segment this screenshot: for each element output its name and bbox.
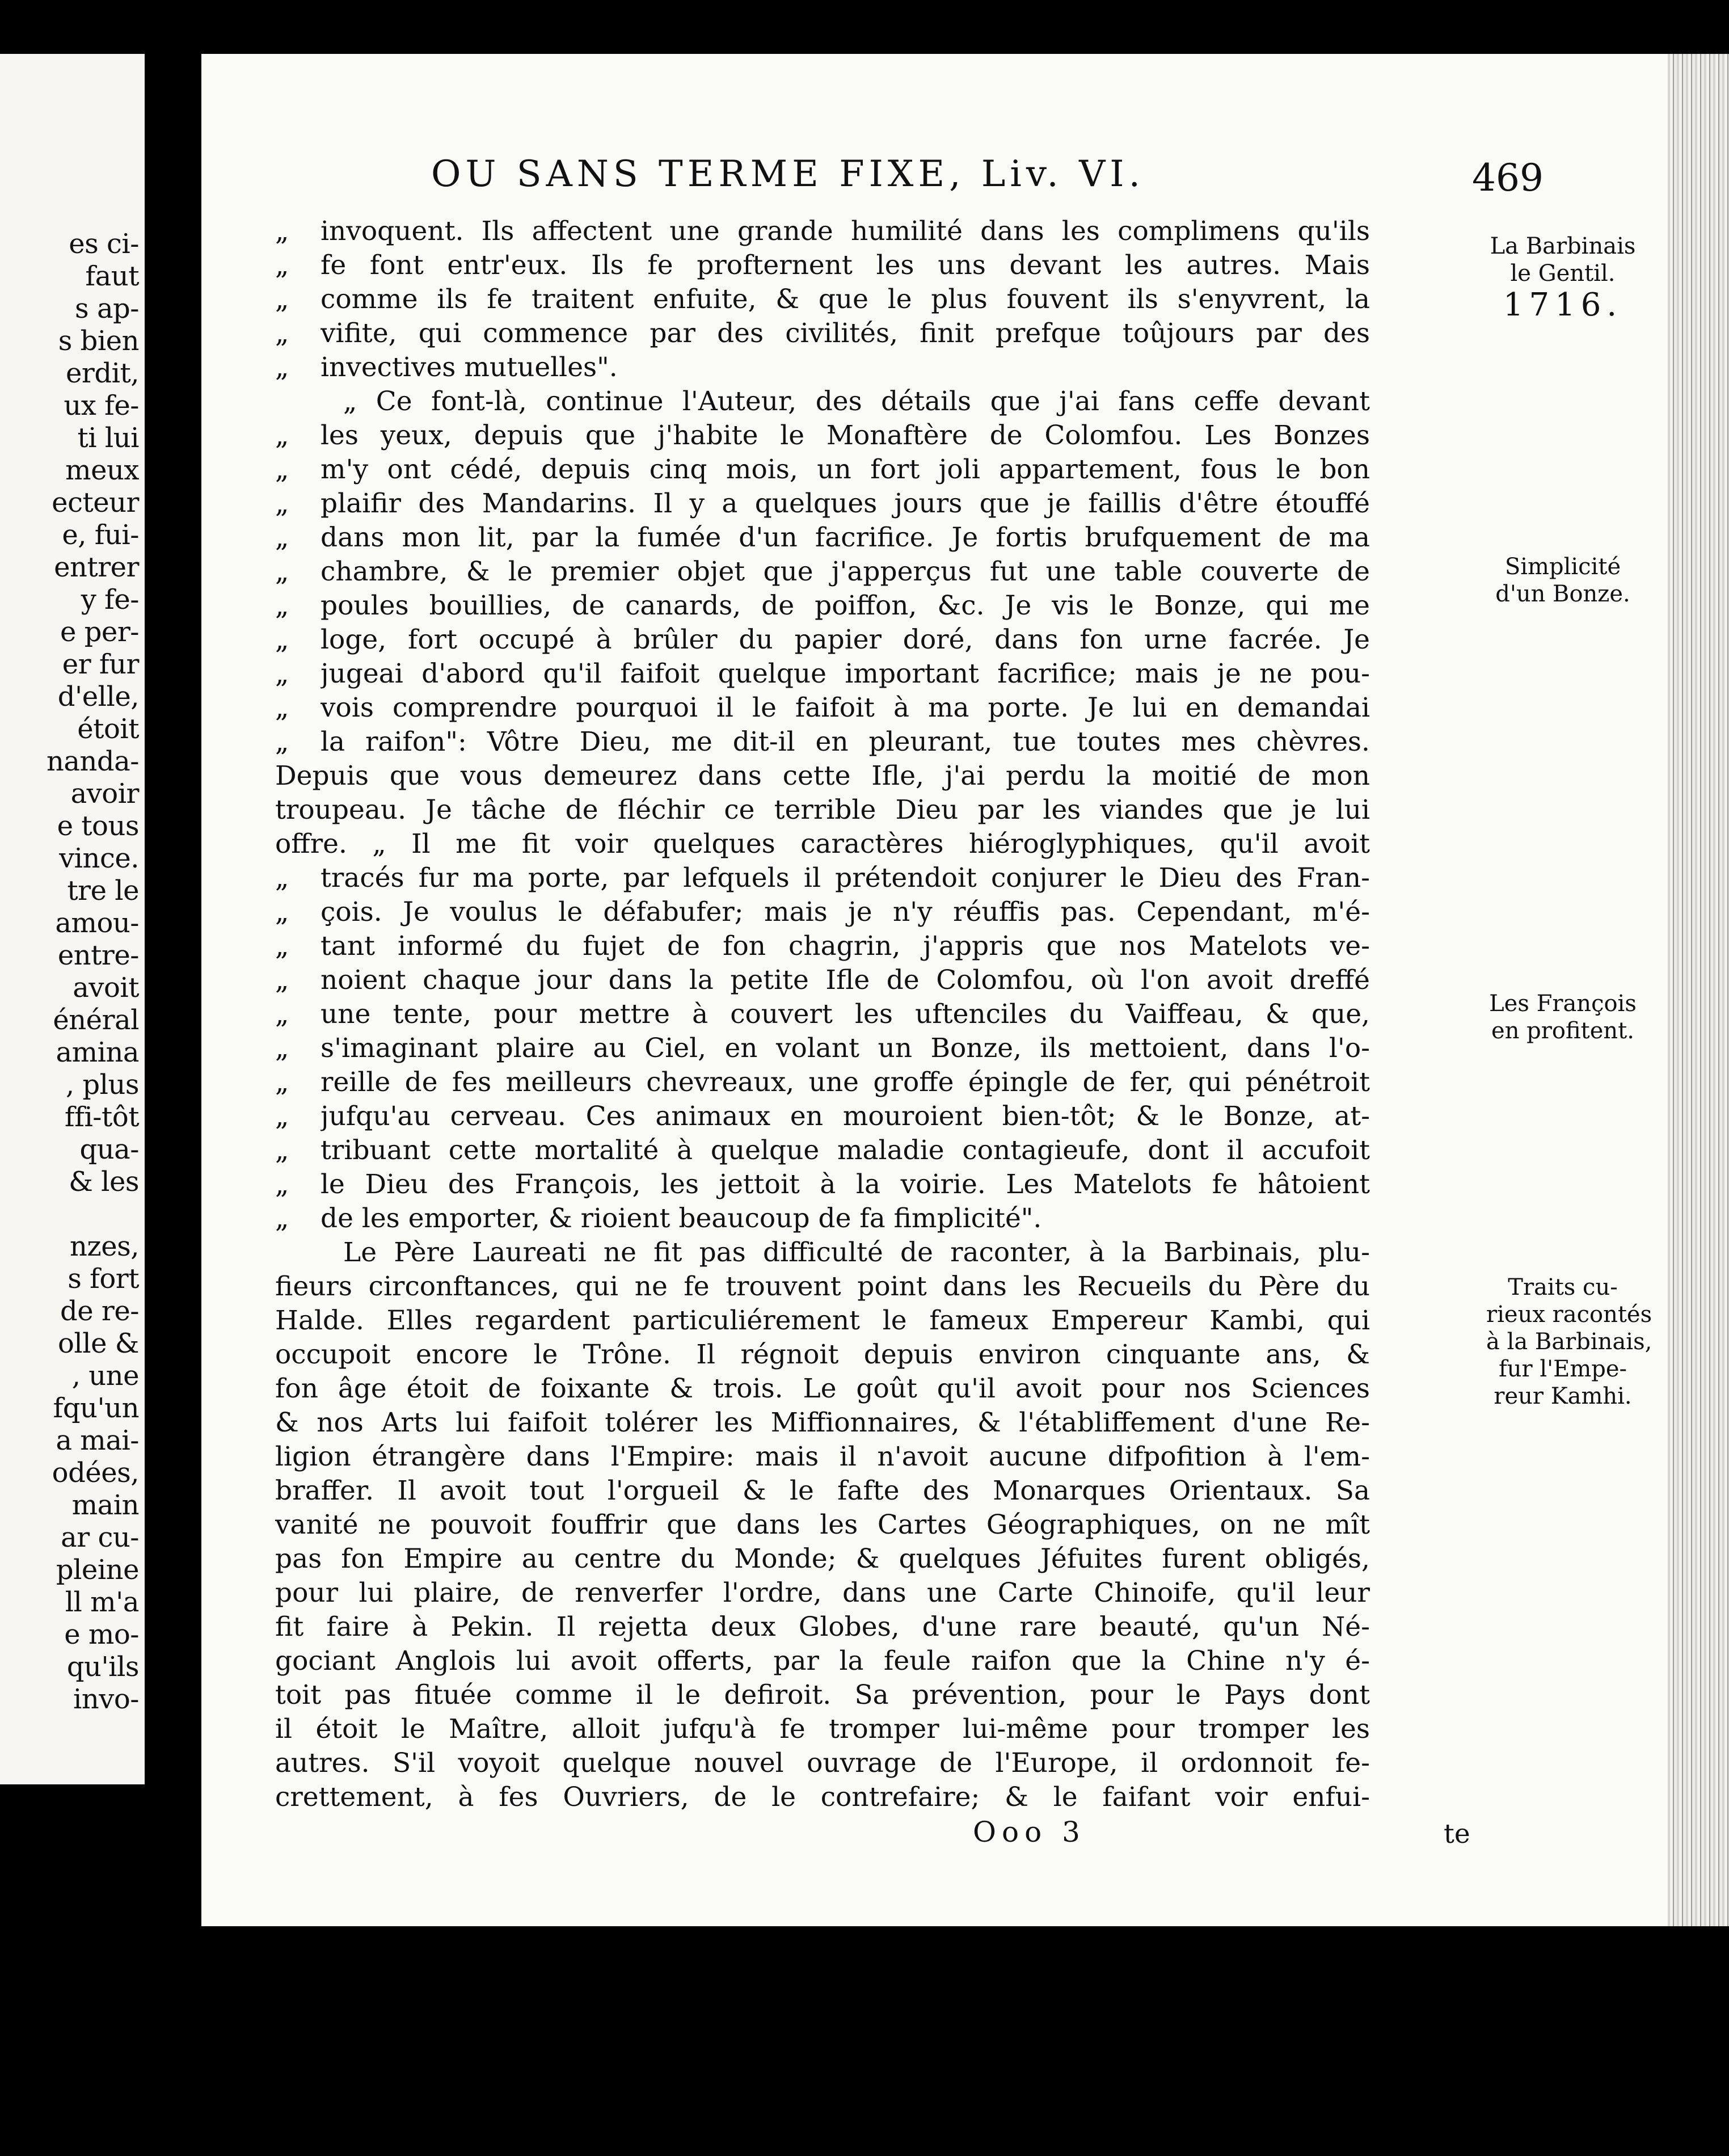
line-text: il étoit le Maître, alloit jufqu'à fe tromper lui-même pour tromper les — [275, 1713, 1370, 1745]
quote-mark: „ — [275, 556, 289, 587]
line-text: loge, fort occupé à brûler du papier doré, dans fon urne facrée. Je — [321, 624, 1370, 655]
text-line — [275, 1474, 1370, 1508]
text-line — [275, 555, 1370, 589]
line-text: noient chaque jour dans la petite Ifle de Colomfou, où l'on avoit dreffé — [321, 965, 1370, 996]
line-text: jufqu'au cerveau. Ces animaux en mouroient bien-tôt; & le Bonze, at- — [321, 1101, 1370, 1132]
text-line — [275, 759, 1370, 793]
text-line — [275, 1372, 1370, 1406]
quote-mark: „ — [275, 454, 289, 485]
text-line — [275, 317, 1370, 351]
sidenote-line: rieux racontés — [1486, 1302, 1652, 1328]
line-text: une tente, pour mettre à couvert les uftenciles du Vaiffeau, & que, — [321, 999, 1370, 1030]
facing-page-line: ux fe- — [64, 390, 139, 422]
facing-page-line: nanda- — [46, 746, 139, 777]
sidenote-author-line2: le Gentil. — [1510, 260, 1616, 287]
text-line — [275, 1508, 1370, 1542]
line-text: dans mon lit, par la fumée d'un facrifice. Je fortis brufquement de ma — [321, 522, 1370, 553]
line-text: çois. Je voulus le défabufer; mais je n'y réuffis pas. Cependant, m'é- — [321, 896, 1370, 928]
text-line — [275, 249, 1370, 283]
text-line — [275, 861, 1370, 895]
line-text: vanité ne pouvoit fouffrir que dans les Cartes Géographiques, on ne mît — [275, 1509, 1370, 1540]
line-text: fon âge étoit de foixante & trois. Le goût qu'il avoit pour nos Sciences — [275, 1373, 1370, 1404]
facing-page-line: faut — [85, 260, 139, 292]
facing-page-line: nzes, — [70, 1231, 139, 1262]
facing-page-line: , une — [71, 1360, 139, 1392]
book-page — [201, 54, 1668, 1926]
line-text: Le Père Laureati ne fit pas difficulté de raconter, à la Barbinais, plu- — [343, 1237, 1370, 1268]
text-line — [275, 1236, 1370, 1270]
sidenote-line: en profitent. — [1491, 1018, 1634, 1044]
text-line — [275, 725, 1370, 759]
text-line — [275, 1610, 1370, 1644]
text-line — [275, 385, 1370, 419]
text-line — [275, 691, 1370, 725]
text-line — [275, 793, 1370, 827]
facing-page-line: e, fui- — [62, 519, 139, 551]
line-text: pour lui plaire, de renverfer l'ordre, dans une Carte Chinoife, qu'il leur — [275, 1577, 1370, 1608]
facing-page-line: pleine — [56, 1554, 139, 1586]
line-text: offre. „ Il me fit voir quelques caractères hiéroglyphiques, qu'il avoit — [275, 828, 1370, 860]
text-line — [275, 1678, 1370, 1712]
sidenote-line: reur Kamhi. — [1494, 1383, 1632, 1409]
quote-mark: „ — [275, 999, 289, 1030]
facing-page-line: ffi-tôt — [64, 1101, 139, 1133]
line-text: jugeai d'abord qu'il faifoit quelque important facrifice; mais je ne pou- — [321, 658, 1370, 689]
line-text: la raifon": Vôtre Dieu, me dit-il en pleurant, tue toutes mes chèvres. — [321, 726, 1370, 757]
quote-mark: „ — [275, 250, 289, 281]
facing-page-line: tre le — [67, 875, 139, 907]
line-text: ligion étrangère dans l'Empire: mais il n'avoit aucune difpofition à l'em- — [275, 1441, 1370, 1472]
text-line — [275, 487, 1370, 521]
quote-mark: „ — [275, 1203, 289, 1234]
text-line — [275, 1304, 1370, 1338]
facing-page-line: avoit — [73, 972, 139, 1004]
line-text: chambre, & le premier objet que j'apperçus fut une table couverte de — [321, 556, 1370, 587]
quote-mark: „ — [275, 590, 289, 621]
sidenote-line: Traits cu- — [1508, 1274, 1618, 1300]
quote-mark: „ — [275, 658, 289, 689]
line-text: troupeau. Je tâche de fléchir ce terrible Dieu par les viandes que je lui — [275, 794, 1370, 826]
line-text: Depuis que vous demeurez dans cette Ifle, j'ai perdu la moitié de mon — [275, 760, 1370, 791]
facing-page-line: olle & — [58, 1328, 139, 1359]
quote-mark: „ — [275, 1101, 289, 1132]
facing-page-line: meux — [65, 454, 139, 486]
facing-page-line: qu'ils — [66, 1651, 139, 1683]
running-head: OU SANS TERME FIXE, Liv. VI. — [431, 153, 1145, 195]
quote-mark: „ — [275, 420, 289, 451]
text-line — [275, 1746, 1370, 1780]
quote-mark: „ — [275, 896, 289, 928]
facing-page-line: , plus — [65, 1069, 139, 1101]
facing-page-line: entrer — [54, 551, 139, 583]
text-line — [275, 1440, 1370, 1474]
line-text: autres. S'il voyoit quelque nouvel ouvrage de l'Europe, il ordonnoit fe- — [275, 1747, 1370, 1779]
page-edges — [1668, 54, 1729, 1926]
quote-mark: „ — [275, 692, 289, 723]
text-line — [275, 895, 1370, 929]
page-number: 469 — [1472, 156, 1544, 200]
facing-page-line: odées, — [52, 1457, 139, 1489]
text-line — [275, 1644, 1370, 1678]
line-text: tracés fur ma porte, par lefquels il prétendoit conjurer le Dieu des Fran- — [321, 862, 1370, 894]
quote-mark: „ — [275, 1135, 289, 1166]
line-text: comme ils fe traitent enfuite, & que le plus fouvent ils s'enyvrent, la — [321, 284, 1370, 315]
line-text: invoquent. Ils affectent une grande humilité dans les complimens qu'ils — [321, 216, 1370, 247]
sidenote-line: Les François — [1489, 991, 1637, 1017]
facing-page-line: a mai- — [56, 1425, 139, 1456]
line-text: vifite, qui commence par des civilités, finit prefque toûjours par des — [321, 318, 1370, 349]
facing-page-line: vince. — [59, 843, 139, 874]
text-line — [275, 623, 1370, 657]
text-line — [275, 1338, 1370, 1372]
quote-mark: „ — [275, 216, 289, 247]
text-line — [275, 1780, 1370, 1814]
text-line — [275, 1031, 1370, 1066]
facing-page-line: avoir — [70, 778, 139, 810]
facing-page-fragment — [0, 54, 145, 1784]
line-text: braffer. Il avoit tout l'orgueil & le fafte des Monarques Orientaux. Sa — [275, 1475, 1370, 1506]
line-text: gociant Anglois lui avoit offerts, par la feule raifon que la Chine n'y é- — [275, 1645, 1370, 1677]
line-text: tribuant cette mortalité à quelque maladie contagieufe, dont il accufoit — [321, 1135, 1370, 1166]
quote-mark: „ — [275, 284, 289, 315]
facing-page-line: d'elle, — [57, 681, 139, 713]
sidenote-author — [1486, 233, 1639, 323]
quote-mark: „ — [275, 965, 289, 996]
line-text: le Dieu des François, les jettoit à la voirie. Les Matelots fe hâtoient — [321, 1169, 1370, 1200]
text-line — [275, 1100, 1370, 1134]
facing-page-line: er fur — [62, 649, 139, 680]
line-text: plaifir des Mandarins. Il y a quelques jours que je faillis d'être étouffé — [321, 488, 1370, 519]
text-line — [275, 589, 1370, 623]
sidenote-line: d'un Bonze. — [1495, 581, 1630, 607]
quote-mark: „ — [275, 862, 289, 894]
facing-page-line: ll m'a — [65, 1586, 139, 1618]
text-line — [275, 283, 1370, 317]
text-line — [275, 827, 1370, 861]
sidenote-line: fur l'Empe- — [1498, 1356, 1627, 1382]
sidenote-year: 1716. — [1503, 287, 1623, 323]
facing-page-line: e per- — [60, 616, 139, 648]
text-line — [275, 1168, 1370, 1202]
text-line — [275, 997, 1370, 1031]
line-text: & nos Arts lui faifoit tolérer les Miffionnaires, & l'établiffement d'une Re- — [275, 1407, 1370, 1438]
quote-mark: „ — [275, 522, 289, 553]
text-line — [275, 1134, 1370, 1168]
line-text: tant informé du fujet de fon chagrin, j'appris que nos Matelots ve- — [321, 930, 1370, 962]
facing-page-line: y fe- — [81, 584, 139, 616]
line-text: occupoit encore le Trône. Il régnoit depuis environ cinquante ans, & — [275, 1339, 1370, 1370]
facing-page-line: main — [71, 1489, 139, 1521]
line-text: les yeux, depuis que j'habite le Monaftère de Colomfou. Les Bonzes — [321, 420, 1370, 451]
text-line — [275, 929, 1370, 963]
facing-page-line: e mo- — [64, 1619, 139, 1650]
text-line — [275, 1202, 1370, 1236]
text-line — [275, 1406, 1370, 1440]
sidenote-author-line1: La Barbinais — [1490, 233, 1636, 259]
line-text: pas fon Empire au centre du Monde; & quelques Jéfuites furent obligés, — [275, 1543, 1370, 1574]
quote-mark: „ — [275, 488, 289, 519]
line-text: de les emporter, & rioient beaucoup de fa fimplicité". — [321, 1203, 1042, 1234]
facing-page-line: fqu'un — [53, 1392, 139, 1424]
catchword: te — [1444, 1818, 1470, 1850]
text-line — [275, 1542, 1370, 1576]
facing-page-line: s ap- — [75, 293, 139, 325]
facing-page-line: erdit, — [66, 357, 139, 389]
facing-page-line: ar cu- — [61, 1522, 139, 1553]
facing-page-line: e tous — [57, 810, 139, 842]
sidenote-simplicite — [1486, 553, 1639, 608]
text-line — [275, 1066, 1370, 1100]
sidenote-line: Simplicité — [1504, 554, 1621, 580]
text-line — [275, 453, 1370, 487]
line-text: m'y ont cédé, depuis cinq mois, un fort joli appartement, fous le bon — [321, 454, 1370, 485]
line-text: fe font entr'eux. Ils fe profternent les uns devant les autres. Mais — [321, 250, 1370, 281]
facing-page-line: de re- — [60, 1295, 139, 1327]
line-text: „ Ce font-là, continue l'Auteur, des détails que j'ai fans ceffe devant — [343, 386, 1370, 417]
quote-mark: „ — [275, 1067, 289, 1098]
facing-page-line: s bien — [58, 325, 139, 357]
text-line — [275, 419, 1370, 453]
line-text: Halde. Elles regardent particuliérement le fameux Empereur Kambi, qui — [275, 1305, 1370, 1336]
facing-page-line: invo- — [73, 1683, 139, 1715]
facing-page-line: énéral — [53, 1004, 139, 1036]
facing-page-line: ti lui — [77, 422, 139, 454]
text-line — [275, 214, 1370, 249]
line-text: fieurs circonftances, qui ne fe trouvent point dans les Recueils du Père du — [275, 1271, 1370, 1302]
line-text: crettement, à fes Ouvriers, de le contrefaire; & le faifant voir enfui- — [275, 1782, 1370, 1813]
text-line — [275, 963, 1370, 997]
sidenote-traits — [1486, 1274, 1652, 1410]
line-text: fit faire à Pekin. Il rejetta deux Globes, d'une rare beauté, qu'un Né- — [275, 1611, 1370, 1643]
facing-page-line: amou- — [55, 907, 139, 939]
text-line — [275, 1270, 1370, 1304]
text-line — [275, 521, 1370, 555]
line-text: s'imaginant plaire au Ciel, en volant un Bonze, ils mettoient, dans l'o- — [321, 1033, 1370, 1064]
quote-mark: „ — [275, 930, 289, 962]
text-line — [275, 657, 1370, 691]
signature-mark: Ooo 3 — [973, 1816, 1086, 1848]
quote-mark: „ — [275, 1033, 289, 1064]
quote-mark: „ — [275, 318, 289, 349]
sidenote-line: à la Barbinais, — [1486, 1329, 1652, 1355]
line-text: vois comprendre pourquoi il le faifoit à ma porte. Je lui en demandai — [321, 692, 1370, 723]
facing-page-line: es ci- — [69, 228, 139, 260]
quote-mark: „ — [275, 352, 289, 383]
body-text — [275, 214, 1370, 1814]
line-text: toit pas fituée comme il le defiroit. Sa prévention, pour le Pays dont — [275, 1679, 1370, 1711]
facing-page-line: étoit — [77, 713, 139, 745]
facing-page-line: qua- — [79, 1134, 139, 1165]
text-line — [275, 351, 1370, 385]
facing-page-line: amina — [56, 1037, 139, 1068]
quote-mark: „ — [275, 726, 289, 757]
line-text: invectives mutuelles". — [321, 352, 618, 383]
text-line — [275, 1712, 1370, 1746]
facing-page-line: entre- — [57, 940, 139, 971]
line-text: poules bouillies, de canards, de poiffon, &c. Je vis le Bonze, qui me — [321, 590, 1370, 621]
quote-mark: „ — [275, 1169, 289, 1200]
text-line — [275, 1576, 1370, 1610]
line-text: reille de fes meilleurs chevreaux, une groffe épingle de fer, qui pénétroit — [321, 1067, 1370, 1098]
facing-page-line: s fort — [68, 1263, 139, 1295]
quote-mark: „ — [275, 624, 289, 655]
facing-page-line: & les — [69, 1166, 139, 1198]
facing-page-line: ecteur — [52, 487, 139, 519]
sidenote-francois — [1486, 990, 1639, 1045]
